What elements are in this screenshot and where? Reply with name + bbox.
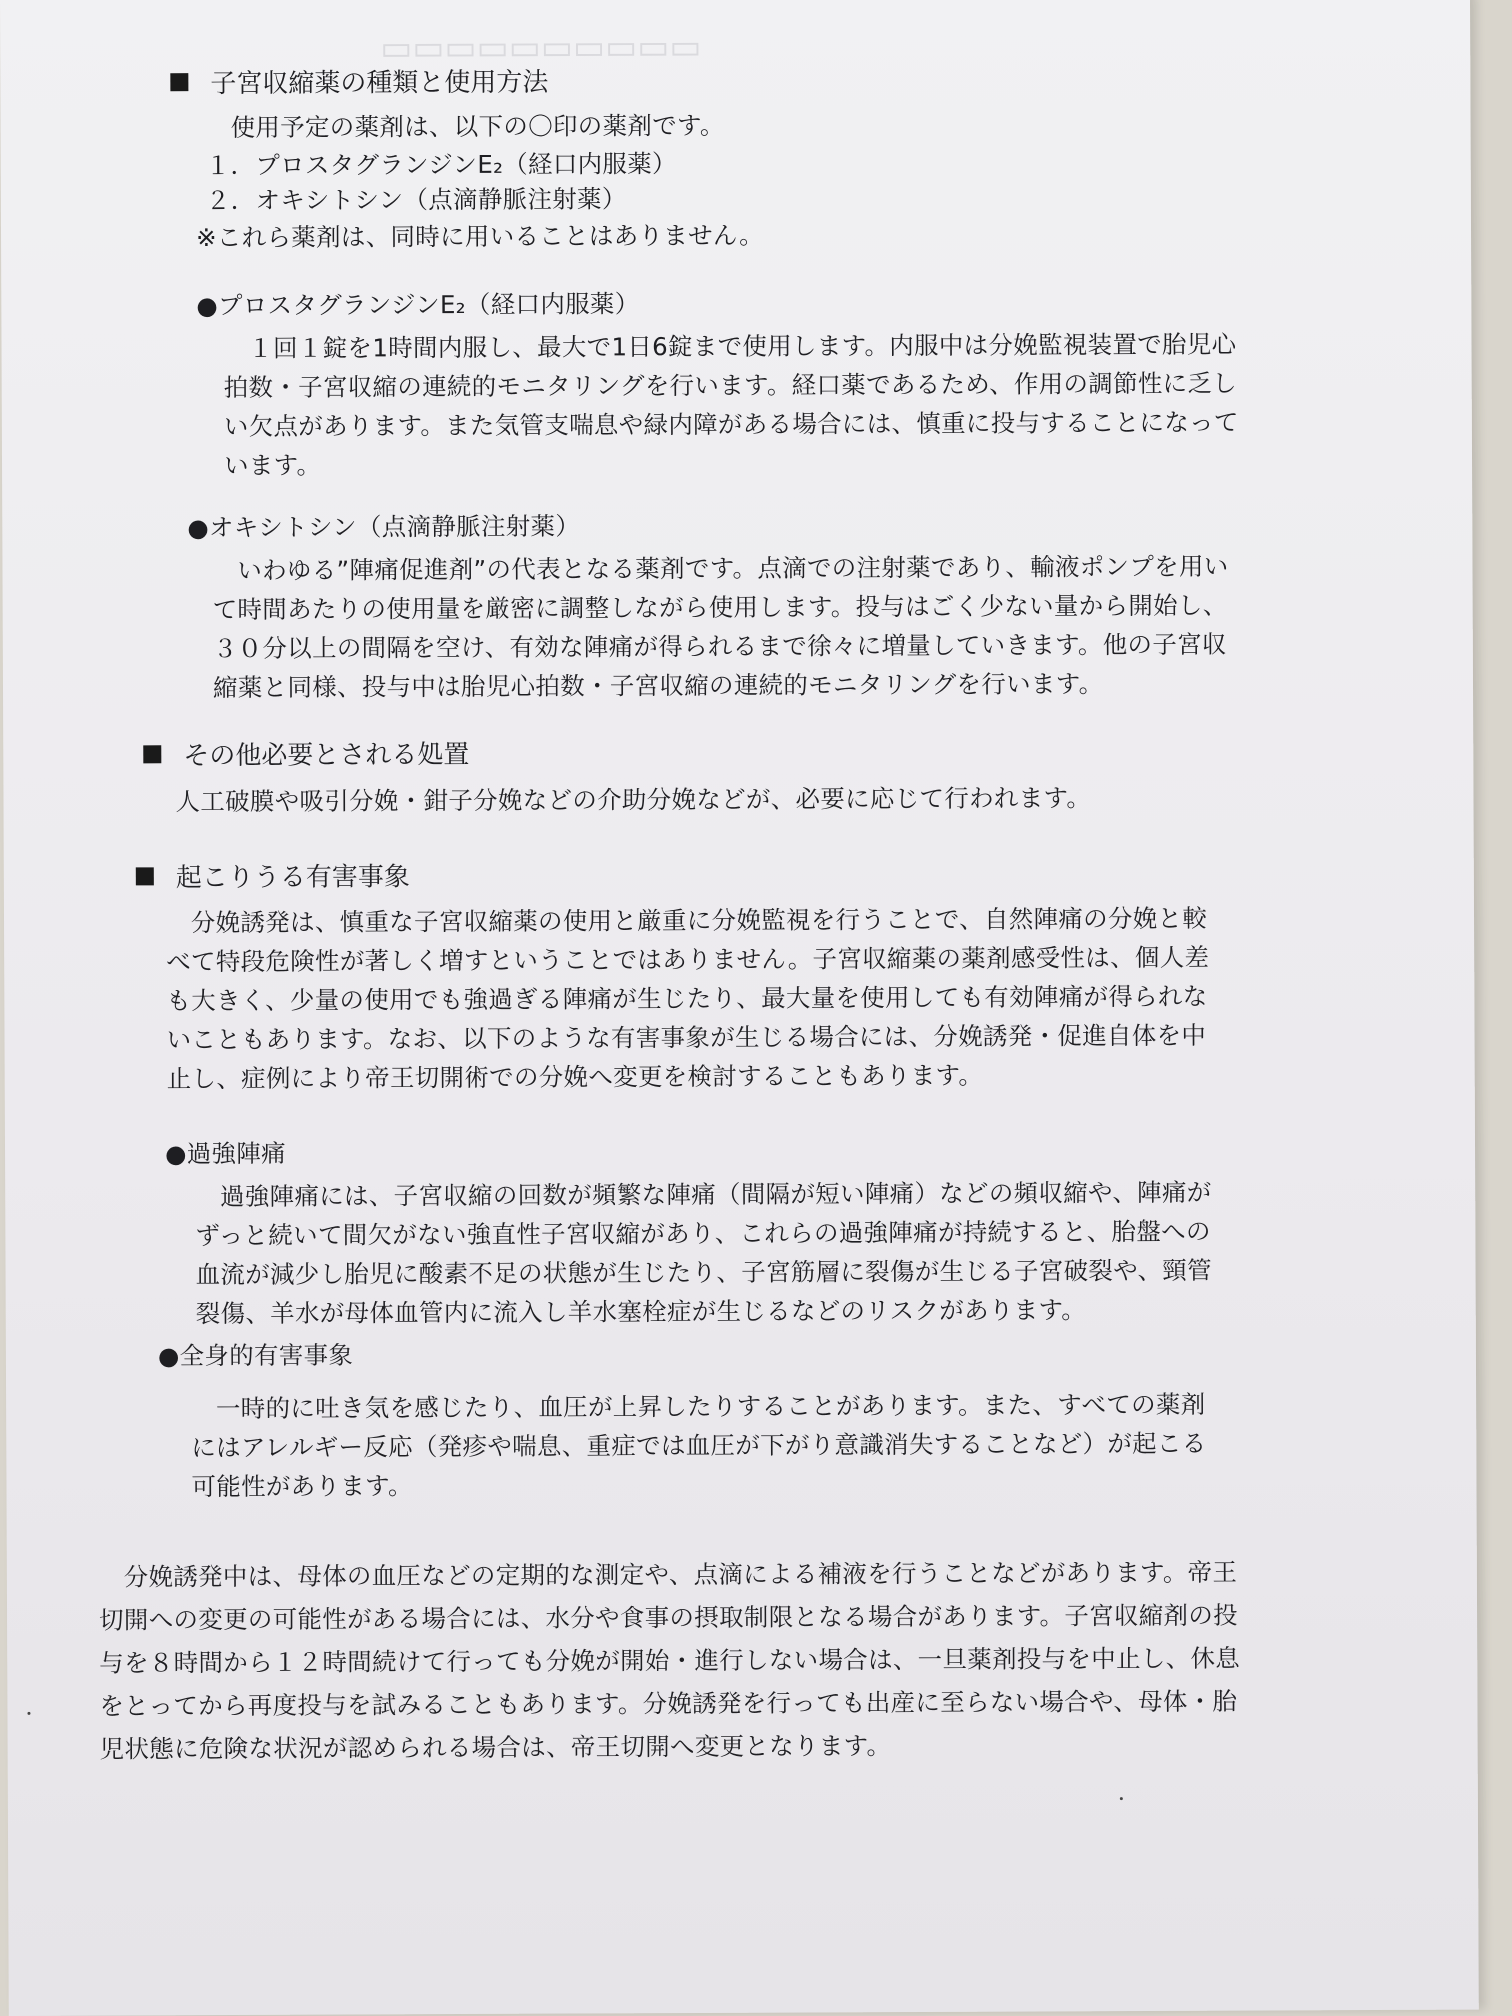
- closing-line: 切開への変更の可能性がある場合には、水分や食事の摂取制限となる場合があります。子宮収縮剤の投: [99, 1600, 1238, 1635]
- excess-line: 裂傷、羊水が母体血管内に流入し羊水塞栓症が生じるなどのリスクがあります。: [195, 1295, 1087, 1329]
- adverse-description: [166, 899, 1210, 1099]
- closing-line: をとってから再度投与を試みることもあります。分娩誘発を行っても出産に至らない場合や、母体・胎: [99, 1686, 1238, 1721]
- systemic-line: 可能性があります。: [191, 1471, 413, 1502]
- systemic-adverse-title: ●全身的有害事象: [157, 1340, 354, 1371]
- square-bullet-icon: [136, 867, 154, 885]
- adverse-line: いこともあります。なお、以下のような有害事象が生じる場合には、分娩誘発・促進自体を中: [166, 1020, 1207, 1055]
- systemic-adverse-description: [191, 1385, 1207, 1506]
- drugs-note: ※これら薬剤は、同時に用いることはありません。: [195, 220, 765, 253]
- drug-item-2: ２．オキシトシン（点滴静脈注射薬）: [205, 184, 627, 216]
- pg-line: １回１錠を1時間内服し、最大で1日6錠まで使用します。内服中は分娩監視装置で胎児心: [223, 329, 1237, 364]
- excess-line: 血流が減少し胎児に酸素不足の状態が生じたり、子宮筋層に裂傷が生じる子宮破裂や、頸管: [195, 1255, 1212, 1290]
- oxytocin-line: 縮薬と同様、投与中は胎児心拍数・子宮収縮の連続的モニタリングを行います。: [212, 669, 1104, 703]
- section-other-text: 人工破膜や吸引分娩・鉗子分娩などの介助分娩などが、必要に応じて行われます。: [175, 783, 1092, 817]
- oxytocin-title: ●オキシトシン（点滴静脈注射薬）: [187, 511, 581, 543]
- excess-contraction-title: ●過強陣痛: [164, 1138, 286, 1169]
- speck: [1120, 1797, 1123, 1800]
- excess-line: 過強陣痛には、子宮収縮の回数が頻繁な陣痛（間隔が短い陣痛）などの頻収縮や、陣痛が: [195, 1177, 1212, 1212]
- excess-contraction-description: [195, 1173, 1212, 1333]
- pg-description: [223, 325, 1239, 485]
- square-bullet-icon: [143, 745, 161, 763]
- adverse-line: 分娩誘発は、慎重な子宮収縮薬の使用と厳重に分娩監視を行うことで、自然陣痛の分娩と較: [165, 903, 1208, 938]
- adverse-line: も大きく、少量の使用でも強過ぎる陣痛が生じたり、最大量を使用しても有効陣痛が得られな: [166, 981, 1208, 1016]
- closing-paragraph: [99, 1551, 1241, 1771]
- excess-line: ずっと続いて間欠がない強直性子宮収縮があり、これらの過強陣痛が持続すると、胎盤への: [195, 1216, 1211, 1251]
- systemic-line: にはアレルギー反応（発疹や喘息、重症では血圧が下がり意識消失することなど）が起こる: [191, 1428, 1207, 1463]
- pg-line: 拍数・子宮収縮の連続的モニタリングを行います。経口薬であるため、作用の調節性に乏し: [223, 368, 1238, 403]
- square-bullet-icon: [170, 73, 188, 91]
- closing-line: 分娩誘発中は、母体の血圧などの定期的な測定や、点滴による補液を行うことなどがあります。帝王: [98, 1557, 1238, 1592]
- bleed-through: ▭▭▭▭▭▭▭▭▭▭: [380, 26, 702, 69]
- pg-title: ●プロスタグランジンE₂（経口内服薬）: [196, 289, 640, 321]
- drug-item-1: １．プロスタグランジンE₂（経口内服薬）: [205, 149, 677, 181]
- speck: [27, 1712, 30, 1715]
- closing-line: 児状態に危険な状況が認められる場合は、帝王切開へ変更となります。: [99, 1731, 892, 1764]
- section-drugs-heading: [170, 62, 548, 101]
- oxytocin-line: ３０分以上の間隔を空け、有効な陣痛が得られるまで徐々に増量していきます。他の子宮収: [212, 629, 1227, 664]
- section-other-heading-text: その他必要とされる処置: [183, 739, 470, 772]
- section-drugs-heading-text: 子宮収縮薬の種類と使用方法: [210, 67, 549, 100]
- drugs-intro: 使用予定の薬剤は、以下の〇印の薬剤です。: [230, 110, 725, 142]
- oxytocin-line: いわゆる”陣痛促進剤”の代表となる薬剤です。点滴での注射薬であり、輸液ポンプを用い: [212, 551, 1229, 586]
- section-other-heading: [143, 734, 469, 772]
- systemic-line: 一時的に吐き気を感じたり、血圧が上昇したりすることがあります。また、すべての薬剤: [191, 1389, 1206, 1424]
- pg-line: います。: [223, 450, 322, 481]
- pg-line: い欠点があります。また気管支喘息や緑内障がある場合には、慎重に投与することになって: [223, 407, 1239, 442]
- oxytocin-line: て時間あたりの使用量を厳密に調整しながら使用します。投与はごく少ない量から開始し、: [212, 590, 1228, 625]
- section-adverse-heading-text: 起こりうる有害事象: [175, 862, 410, 894]
- adverse-line: 止し、症例により帝王切開術での分娩へ変更を検討することもあります。: [166, 1060, 984, 1094]
- closing-line: 与を８時間から１２時間続けて行っても分娩が開始・進行しない場合は、一旦薬剤投与を中止し、休息: [99, 1643, 1241, 1678]
- oxytocin-description: [212, 547, 1229, 707]
- adverse-line: べて特段危険性が著しく増すということではありません。子宮収縮薬の薬剤感受性は、個人差: [166, 942, 1210, 977]
- section-adverse-heading: [136, 856, 410, 894]
